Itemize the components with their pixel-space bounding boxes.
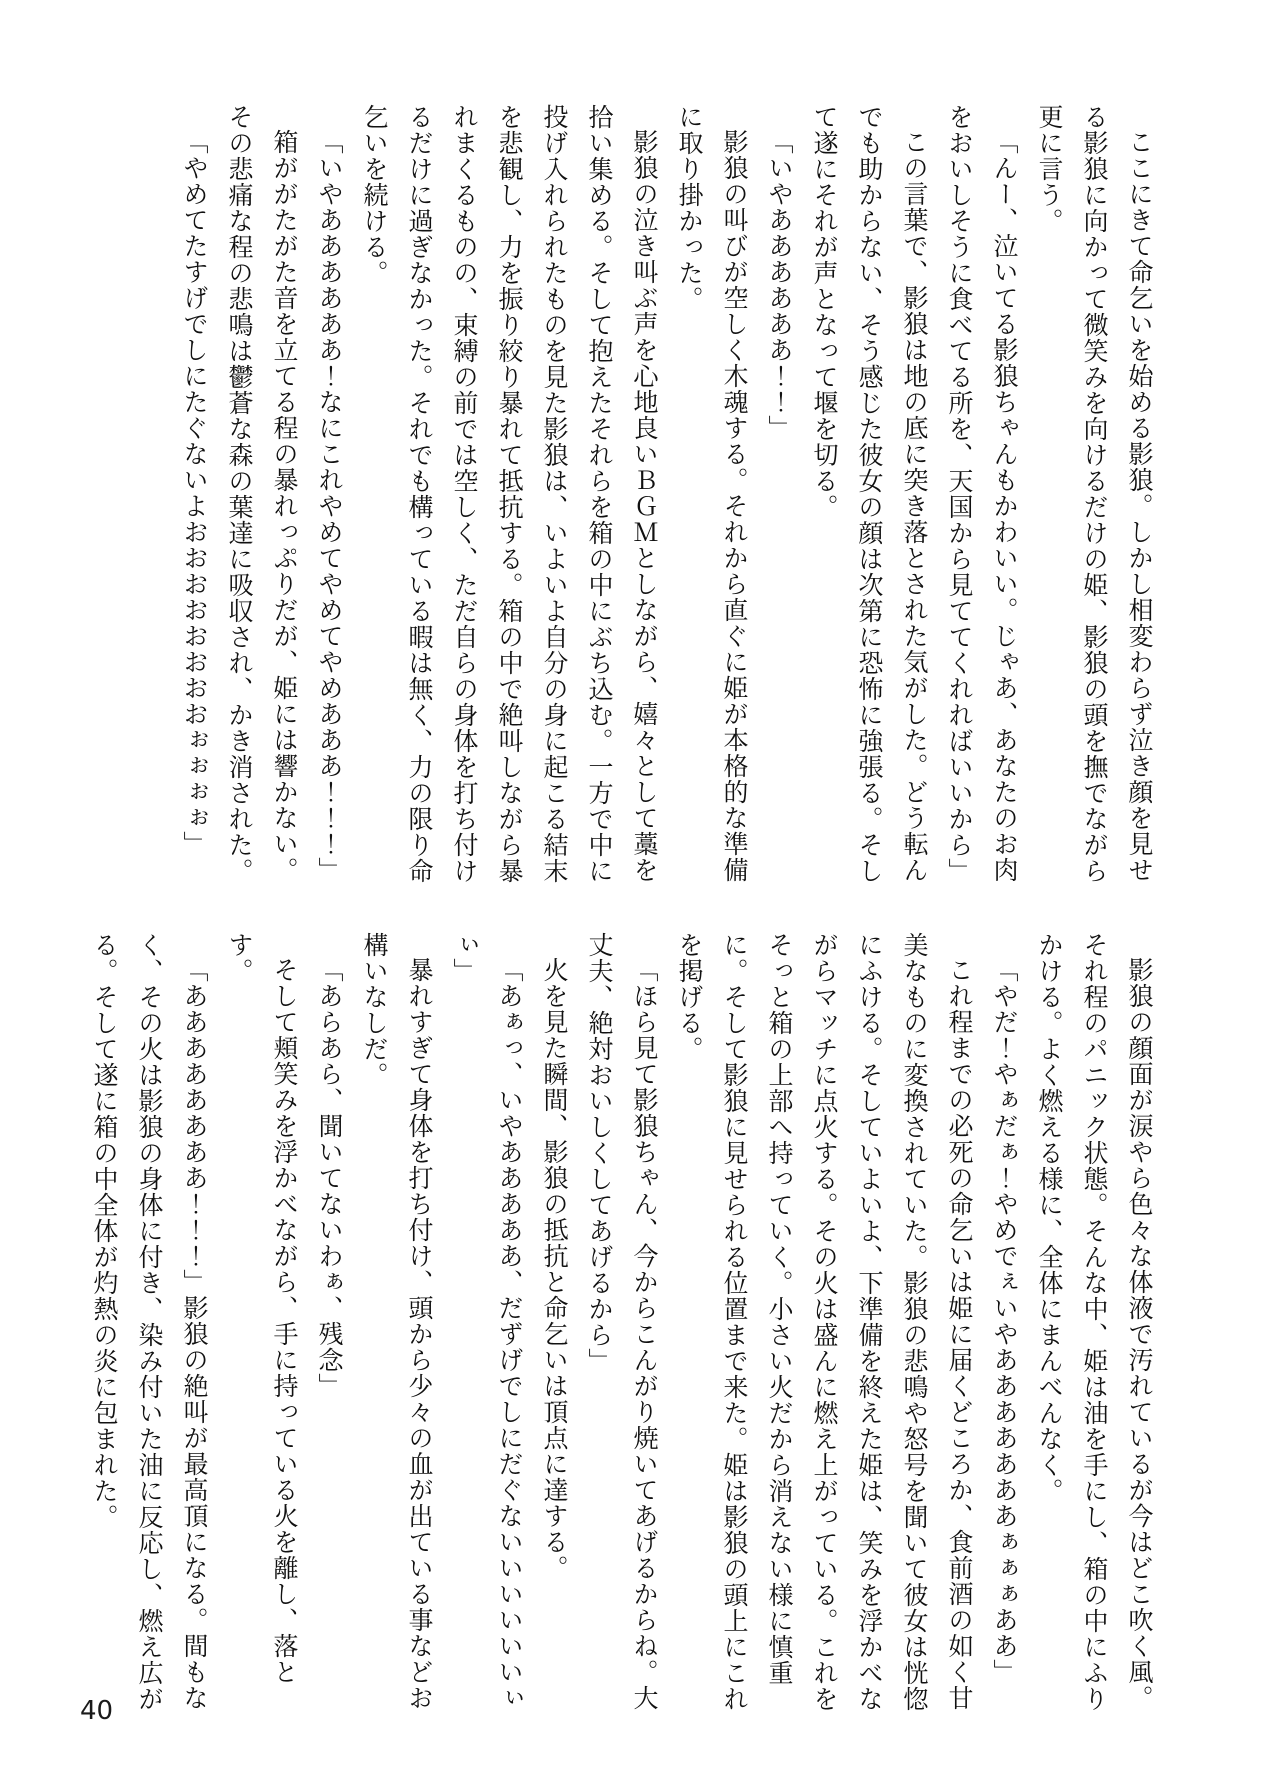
paragraph: 暴れすぎて身体を打ち付け、頭から少々の血が出ている事などお構いなしだ。 bbox=[360, 932, 434, 1711]
paragraph: 「いやああああああ！！」 bbox=[765, 129, 794, 441]
upper-text-block bbox=[172, 104, 1162, 884]
paragraph: 箱ががたがた音を立てる程の暴れっぷりだが、姫には響かない。その悲痛な程の悲鳴は鬱蒼な森の葉達に吸収され、かき消された。 bbox=[225, 104, 299, 884]
lower-text-block bbox=[82, 932, 1162, 1712]
paragraph: 影狼の顔面が涙やら色々な体液で汚れているが今はどこ吹く風。それ程のパニック状態。そんな中、姫は油を手にし、箱の中にふりかける。よく燃える様に、全体にまんべんなく。 bbox=[1035, 932, 1154, 1712]
paragraph: 「ああああああああ！！！」影狼の絶叫が最高頂になる。間もなく、その火は影狼の身体に付き、染み付いた油に反応し、燃え広がる。そして遂に箱の中全体が灼熱の炎に包まれた。 bbox=[90, 932, 209, 1712]
paragraph: 「ほら見て影狼ちゃん、今からこんがり焼いてあげるからね。大丈夫、絶対おいしくしてあげるから」 bbox=[585, 932, 659, 1711]
paragraph: そして頬笑みを浮かべながら、手に持っている火を離し、落とす。 bbox=[225, 932, 299, 1685]
paragraph: 火を見た瞬間、影狼の抵抗と命乞いは頂点に達する。 bbox=[540, 957, 569, 1581]
paragraph: 「あぁっ、いやあああああ、だずげでしにだぐないいいいいいぃぃ」 bbox=[450, 932, 524, 1711]
paragraph: 「あらあら、聞いてないわぁ、残念」 bbox=[315, 957, 344, 1399]
paragraph: ここにきて命乞いを始める影狼。しかし相変わらず泣き顔を見せる影狼に向かって微笑みを向けるだけの姫、影狼の頭を撫でながら更に言う。 bbox=[1035, 104, 1154, 884]
paragraph: 影狼の泣き叫ぶ声を心地良いＢＧＭとしながら、嬉々として藁を拾い集める。そして抱えたそれらを箱の中にぶち込む。一方で中に投げ入れられたものを見た影狼は、いよいよ自分の身に起こる結末を悲観し、力を振り絞り暴れて抵抗する。箱の中で絶叫しながら暴れまくるものの、束縛の前では空しく、ただ自らの身体を打ち付けるだけに過ぎなかった。それでも構っている暇は無く、力の限り命乞いを続ける。 bbox=[360, 104, 659, 884]
page-number: 40 bbox=[80, 1696, 114, 1726]
paragraph: これ程までの必死の命乞いは姫に届くどころか、食前酒の如く甘美なものに変換されていた。影狼の悲鳴や怒号を聞いて彼女は恍惚にふける。そしていよいよ、下準備を終えた姫は、笑みを浮かべながらマッチに点火する。その火は盛んに燃え上がっている。これをそっと箱の上部へ持っていく。小さい火だから消えない様に慎重に。そして影狼に見せられる位置まで来た。姫は影狼の頭上にこれを掲げる。 bbox=[675, 932, 974, 1712]
paragraph: 「んー、泣いてる影狼ちゃんもかわいい。じゃあ、あなたのお肉をおいしそうに食べてる所を、天国から見ててくれればいいから」 bbox=[945, 104, 1019, 884]
paragraph: この言葉で、影狼は地の底に突き落とされた気がした。どう転んでも助からない、そう感じた彼女の顔は次第に恐怖に強張る。そして遂にそれが声となって堰を切る。 bbox=[810, 104, 929, 884]
paragraph: 「やだ！やぁだぁ！やめでぇいやあああああああぁぁぁああ」 bbox=[990, 957, 1019, 1685]
paragraph: 「やめてたすげでしにたぐないよおおおおおおおおぉぉぉぉ」 bbox=[180, 129, 209, 857]
paragraph: 影狼の叫びが空しく木魂する。それから直ぐに姫が本格的な準備に取り掛かった。 bbox=[675, 104, 749, 883]
paragraph: 「いやああああああ！なにこれやめてやめてやめあああ！！！」 bbox=[315, 129, 344, 883]
